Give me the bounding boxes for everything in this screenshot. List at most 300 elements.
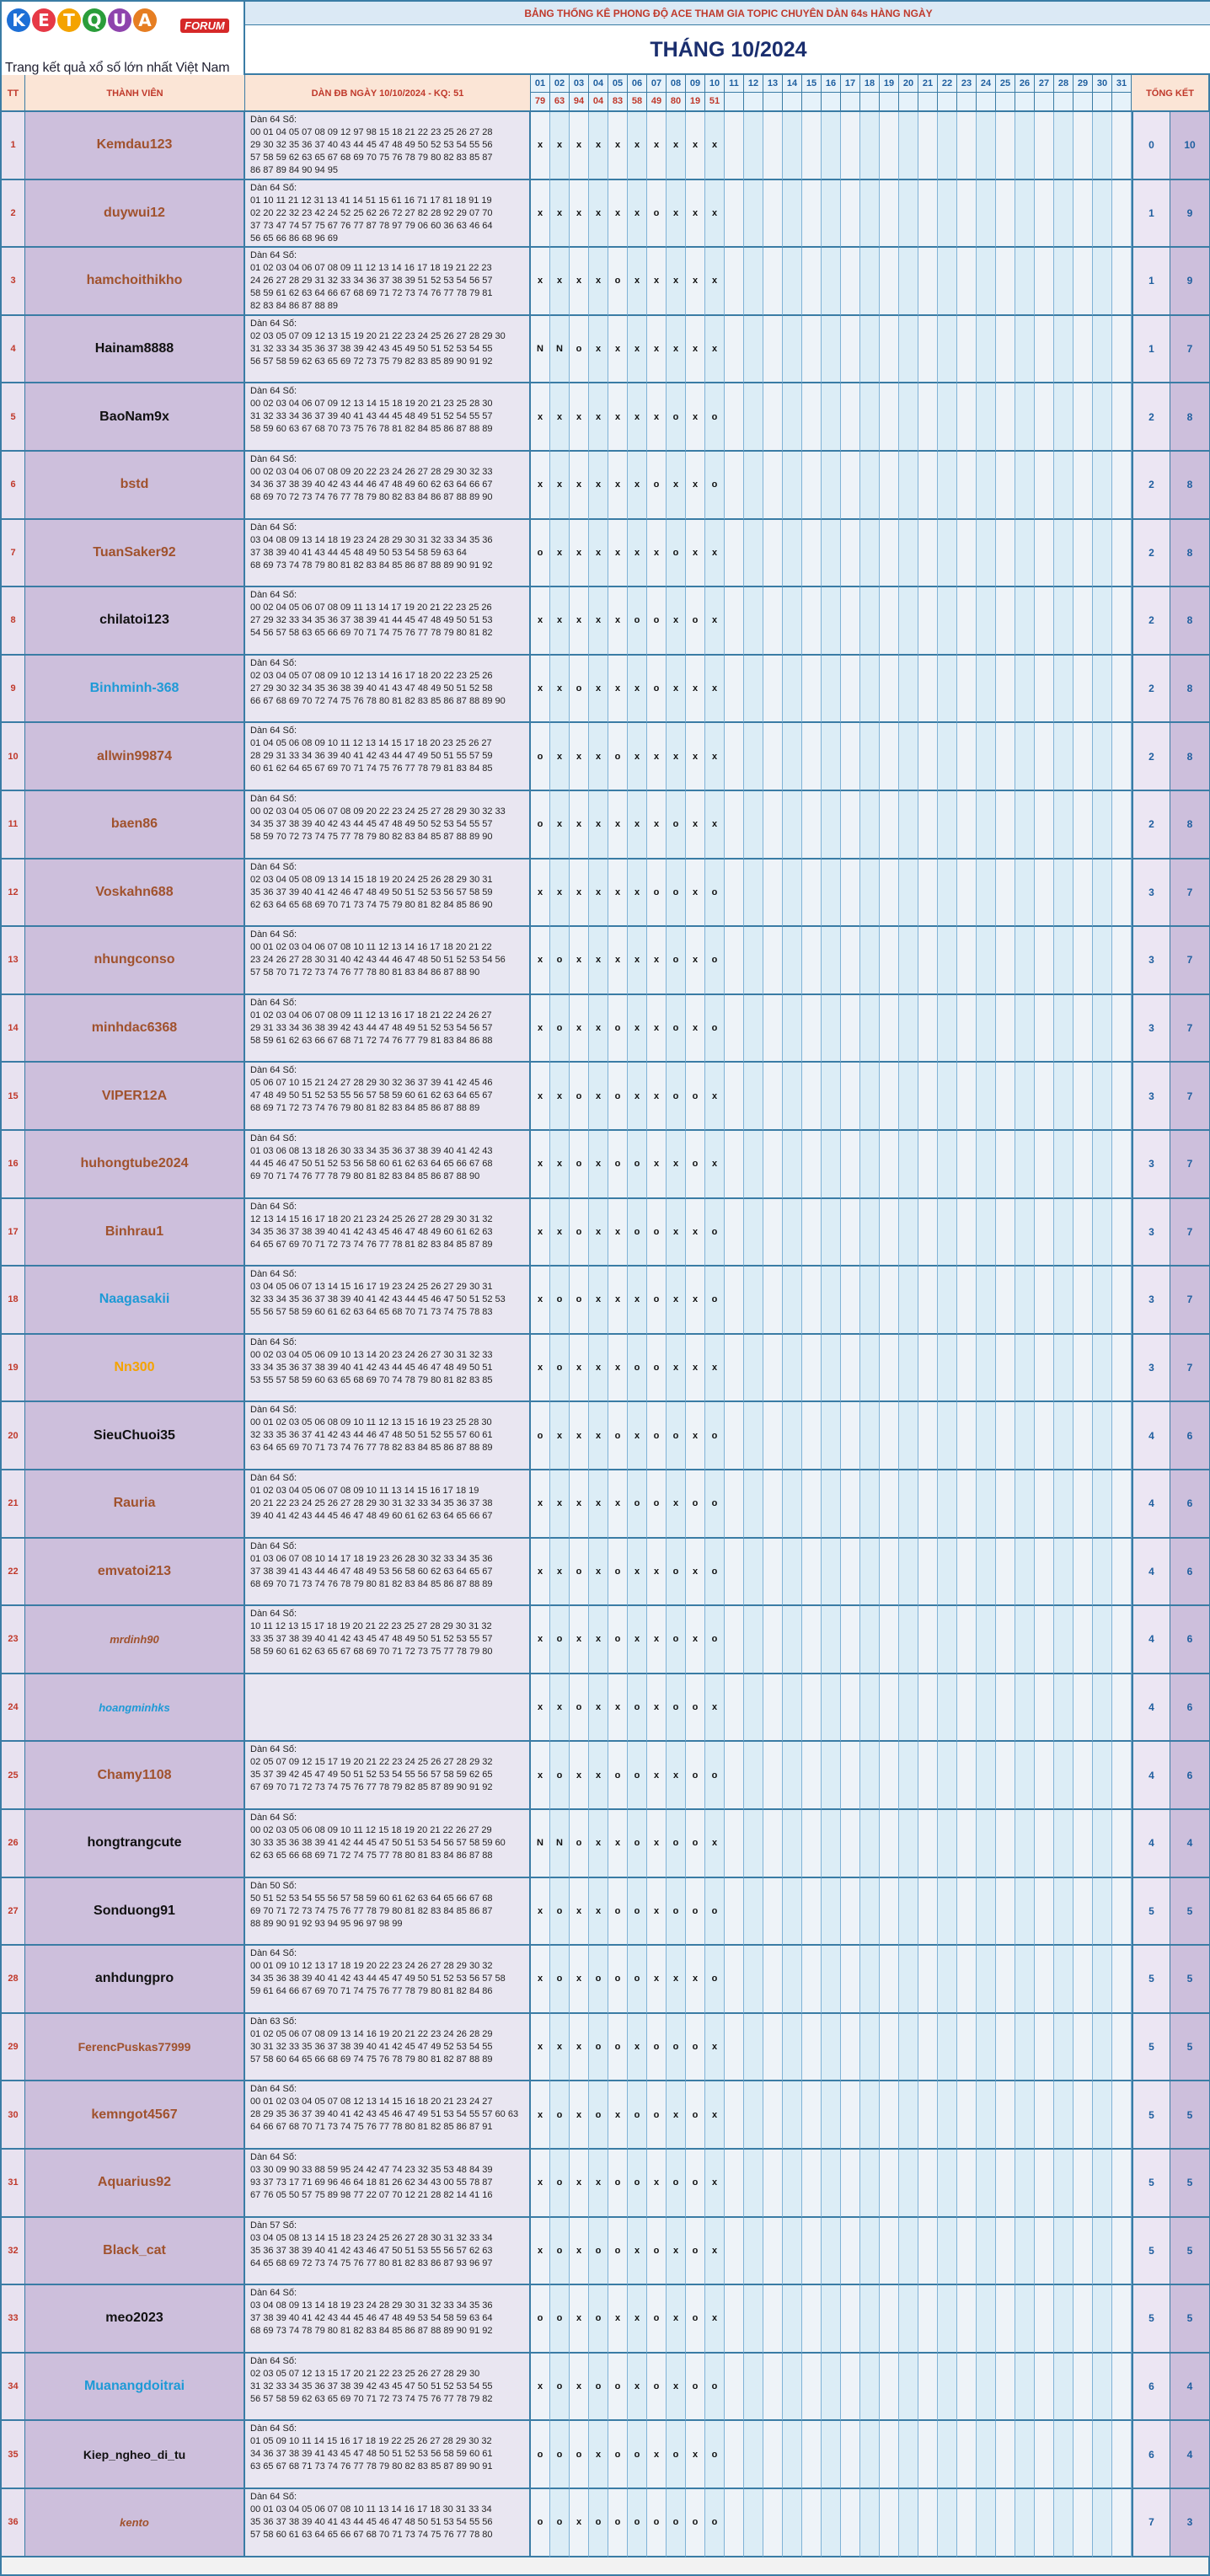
dan-line: 00 01 02 03 05 06 08 09 10 11 12 13 15 16 19 23 25 28 30 <box>250 1417 492 1428</box>
day-mark <box>880 927 899 995</box>
day-mark: x <box>531 1131 550 1199</box>
dan-line: Dàn 50 Số: <box>250 1880 297 1891</box>
day-mark <box>725 927 744 995</box>
day-mark: x <box>647 1742 667 1810</box>
day-mark <box>1015 2489 1035 2557</box>
day-mark: o <box>628 2489 647 2557</box>
member-name[interactable]: bstd <box>25 452 245 520</box>
day-mark: x <box>647 1810 667 1878</box>
day-mark: x <box>686 927 705 995</box>
day-mark <box>977 1402 996 1470</box>
day-mark <box>783 2489 802 2557</box>
day-mark <box>996 2081 1015 2150</box>
member-name[interactable]: meo2023 <box>25 2285 245 2354</box>
day-mark: x <box>570 927 589 995</box>
member-name[interactable]: kemngot4567 <box>25 2081 245 2150</box>
day-mark: x <box>667 452 686 520</box>
member-name[interactable]: Binhrau1 <box>25 1199 245 1267</box>
dan-line: Dàn 64 Số: <box>250 861 297 872</box>
day-mark: x <box>667 587 686 656</box>
dan-line: Dàn 64 Số: <box>250 522 297 533</box>
day-mark <box>957 995 977 1063</box>
day-mark <box>1093 927 1112 995</box>
dan-numbers <box>245 316 531 384</box>
member-name[interactable]: mrdinh90 <box>25 1606 245 1674</box>
day-mark <box>841 1131 860 1199</box>
member-name[interactable]: anhdungpro <box>25 1946 245 2014</box>
day-mark <box>841 1267 860 1335</box>
day-mark: o <box>550 2150 570 2218</box>
day-mark <box>1112 1878 1132 1947</box>
day-header: 01 <box>531 75 550 93</box>
day-mark: x <box>686 112 705 180</box>
day-mark: o <box>705 1470 725 1539</box>
day-mark: x <box>531 2354 550 2422</box>
day-mark: x <box>647 1946 667 2014</box>
day-mark: o <box>570 316 589 384</box>
day-mark <box>783 2150 802 2218</box>
day-mark <box>744 723 763 791</box>
lose-count: 6 <box>1170 1402 1209 1470</box>
dan-line: 86 87 89 84 90 94 95 <box>250 165 338 175</box>
day-mark <box>783 1402 802 1470</box>
day-mark: o <box>686 1742 705 1810</box>
dan-line: 01 10 11 21 12 31 13 41 14 51 15 61 16 71 17 81 18 91 19 <box>250 195 492 206</box>
member-name[interactable]: minhdac6368 <box>25 995 245 1063</box>
day-mark <box>802 1199 822 1267</box>
day-mark: x <box>705 2218 725 2286</box>
day-mark <box>1073 1131 1093 1199</box>
day-mark <box>841 1539 860 1607</box>
day-mark <box>802 1539 822 1607</box>
day-mark: o <box>686 2014 705 2082</box>
day-mark <box>996 1335 1015 1403</box>
day-mark: o <box>686 2354 705 2422</box>
day-mark: x <box>686 2421 705 2489</box>
member-name[interactable]: Naagasakii <box>25 1267 245 1335</box>
day-mark <box>1035 656 1054 724</box>
day-mark: x <box>628 791 647 860</box>
day-mark: x <box>550 1470 570 1539</box>
day-mark: o <box>647 587 667 656</box>
member-name[interactable]: FerencPuskas77999 <box>25 2014 245 2082</box>
win-count: 2 <box>1132 791 1170 860</box>
win-count: 3 <box>1132 1199 1170 1267</box>
member-name[interactable]: Kemdau123 <box>25 112 245 180</box>
member-name[interactable]: baen86 <box>25 791 245 860</box>
day-mark: x <box>628 860 647 928</box>
day-mark <box>1035 452 1054 520</box>
day-mark: x <box>628 180 647 249</box>
day-mark <box>783 1267 802 1335</box>
day-mark <box>957 1674 977 1743</box>
day-mark <box>977 587 996 656</box>
day-mark <box>918 656 938 724</box>
member-name[interactable]: Muanangdoitrai <box>25 2354 245 2422</box>
day-mark <box>744 1539 763 1607</box>
member-name[interactable]: Binhminh-368 <box>25 656 245 724</box>
day-mark <box>996 2285 1015 2354</box>
member-name[interactable]: hongtrangcute <box>25 1810 245 1878</box>
day-mark <box>957 860 977 928</box>
win-count: 3 <box>1132 1267 1170 1335</box>
member-name[interactable]: Kiep_ngheo_di_tu <box>25 2421 245 2489</box>
member-name[interactable]: nhungconso <box>25 927 245 995</box>
dan-line: 30 33 35 36 38 39 41 42 44 45 47 50 51 53 54 56 57 58 59 60 <box>250 1838 506 1848</box>
row-number: 5 <box>2 383 25 452</box>
day-mark <box>763 1878 783 1947</box>
result-cell: 04 <box>589 93 608 112</box>
day-header: 18 <box>860 75 880 93</box>
day-mark <box>1112 1402 1132 1470</box>
day-mark <box>1015 791 1035 860</box>
member-name[interactable]: Aquarius92 <box>25 2150 245 2218</box>
day-mark <box>1112 1606 1132 1674</box>
dan-numbers <box>245 995 531 1063</box>
day-mark: o <box>608 1946 628 2014</box>
day-mark <box>1073 1335 1093 1403</box>
day-mark <box>938 520 957 588</box>
day-mark <box>1054 2150 1073 2218</box>
day-mark <box>1015 1946 1035 2014</box>
day-mark <box>1035 1878 1054 1947</box>
day-mark <box>977 2285 996 2354</box>
day-mark <box>744 791 763 860</box>
day-mark <box>899 1402 918 1470</box>
day-mark <box>977 1267 996 1335</box>
day-mark <box>918 2489 938 2557</box>
day-mark: o <box>667 520 686 588</box>
day-mark: o <box>667 2489 686 2557</box>
day-mark <box>822 2218 841 2286</box>
day-mark <box>996 791 1015 860</box>
lose-count: 10 <box>1170 112 1209 180</box>
day-mark <box>1015 452 1035 520</box>
day-mark <box>996 587 1015 656</box>
dan-line: 34 35 36 37 38 39 40 41 42 43 45 46 47 48 49 60 61 62 63 <box>250 1226 493 1237</box>
day-mark <box>1112 1131 1132 1199</box>
row-number: 21 <box>2 1470 25 1539</box>
member-name[interactable]: hamchoithikho <box>25 248 245 316</box>
day-mark <box>860 791 880 860</box>
dan-numbers <box>245 452 531 520</box>
dan-line: 33 35 37 38 39 40 41 42 43 45 47 48 49 50 51 52 53 55 57 <box>250 1634 493 1645</box>
day-mark <box>938 995 957 1063</box>
dan-line: 64 65 67 69 70 71 72 73 74 76 77 78 81 82 83 84 85 87 89 <box>250 1239 493 1250</box>
day-mark: x <box>608 791 628 860</box>
day-mark <box>860 995 880 1063</box>
day-mark <box>1054 316 1073 384</box>
day-mark: x <box>608 860 628 928</box>
day-mark: x <box>608 1267 628 1335</box>
day-mark: x <box>647 316 667 384</box>
day-mark <box>744 248 763 316</box>
member-name[interactable]: allwin99874 <box>25 723 245 791</box>
day-mark: x <box>667 1131 686 1199</box>
day-mark <box>763 316 783 384</box>
day-mark <box>822 2421 841 2489</box>
dan-line: Dàn 64 Số: <box>250 1065 297 1076</box>
lose-count: 7 <box>1170 1199 1209 1267</box>
day-mark <box>938 791 957 860</box>
day-mark <box>841 2150 860 2218</box>
member-name[interactable]: Sonduong91 <box>25 1878 245 1947</box>
member-name[interactable]: hoangminhks <box>25 1674 245 1743</box>
day-mark: x <box>705 587 725 656</box>
dan-numbers <box>245 1470 531 1539</box>
dan-line: 58 59 60 63 67 68 70 73 75 76 78 81 82 84 85 86 87 88 89 <box>250 424 493 435</box>
day-mark: x <box>589 1539 608 1607</box>
day-mark <box>1054 2014 1073 2082</box>
day-mark <box>899 2489 918 2557</box>
day-mark: o <box>647 656 667 724</box>
day-mark <box>957 1267 977 1335</box>
member-name[interactable]: Voskahn688 <box>25 860 245 928</box>
day-mark <box>860 2014 880 2082</box>
lose-count: 5 <box>1170 2014 1209 2082</box>
day-mark <box>918 2014 938 2082</box>
day-mark <box>822 1199 841 1267</box>
day-mark: x <box>570 452 589 520</box>
day-mark <box>880 1742 899 1810</box>
day-mark: o <box>550 1946 570 2014</box>
day-mark <box>899 1063 918 1131</box>
day-mark <box>763 383 783 452</box>
day-mark <box>841 1946 860 2014</box>
day-mark <box>996 180 1015 249</box>
dan-line: 63 64 65 69 70 71 73 74 76 77 78 82 83 84 85 86 87 88 89 <box>250 1443 493 1454</box>
day-mark <box>899 1335 918 1403</box>
day-mark <box>1054 1335 1073 1403</box>
day-mark <box>1035 1810 1054 1878</box>
day-mark <box>918 791 938 860</box>
day-mark <box>1054 2218 1073 2286</box>
day-mark <box>938 248 957 316</box>
day-mark: o <box>570 1063 589 1131</box>
day-mark: o <box>608 1742 628 1810</box>
day-mark <box>1054 656 1073 724</box>
day-mark: x <box>608 452 628 520</box>
day-mark <box>744 180 763 249</box>
row-number: 35 <box>2 2421 25 2489</box>
dan-numbers <box>245 587 531 656</box>
day-mark <box>1112 2218 1132 2286</box>
day-mark <box>763 860 783 928</box>
dan-line: 58 59 61 62 63 66 67 68 71 72 74 76 77 79 81 83 84 86 88 <box>250 1035 493 1046</box>
day-mark: o <box>667 1063 686 1131</box>
dan-line: 00 02 04 05 06 07 08 09 11 13 14 17 19 20 21 22 23 25 26 <box>250 602 492 613</box>
day-mark: x <box>550 860 570 928</box>
day-mark: o <box>667 1606 686 1674</box>
day-mark <box>918 2218 938 2286</box>
dan-line: 29 30 32 35 36 37 40 43 44 45 47 48 49 50 52 53 54 55 56 <box>250 140 493 150</box>
day-mark <box>1054 1606 1073 1674</box>
dan-numbers <box>245 927 531 995</box>
day-mark <box>860 1063 880 1131</box>
day-mark <box>744 927 763 995</box>
day-mark <box>977 1674 996 1743</box>
day-mark <box>1015 180 1035 249</box>
day-mark <box>1093 791 1112 860</box>
day-mark: x <box>570 2489 589 2557</box>
member-name[interactable]: duywui12 <box>25 180 245 249</box>
day-mark: x <box>531 2014 550 2082</box>
row-number: 32 <box>2 2218 25 2286</box>
day-mark <box>1093 1810 1112 1878</box>
member-name[interactable]: Nn300 <box>25 1335 245 1403</box>
day-header: 25 <box>996 75 1015 93</box>
day-mark <box>1035 1131 1054 1199</box>
day-mark: o <box>686 1470 705 1539</box>
lose-count: 8 <box>1170 383 1209 452</box>
day-mark <box>996 995 1015 1063</box>
day-mark: x <box>589 1878 608 1947</box>
member-name[interactable]: VIPER12A <box>25 1063 245 1131</box>
dan-numbers <box>245 248 531 316</box>
day-mark: x <box>705 180 725 249</box>
day-mark: x <box>667 1470 686 1539</box>
member-name[interactable]: Rauria <box>25 1470 245 1539</box>
member-name[interactable]: emvatoi213 <box>25 1539 245 1607</box>
member-name[interactable]: TuanSaker92 <box>25 520 245 588</box>
day-mark <box>822 1878 841 1947</box>
day-mark <box>802 2285 822 2354</box>
member-name[interactable]: huhongtube2024 <box>25 1131 245 1199</box>
day-mark <box>1112 2489 1132 2557</box>
win-count: 4 <box>1132 1606 1170 1674</box>
day-mark <box>1112 2014 1132 2082</box>
day-mark <box>1035 2489 1054 2557</box>
day-mark: x <box>531 1539 550 1607</box>
day-mark: x <box>589 995 608 1063</box>
day-mark: x <box>570 2285 589 2354</box>
day-mark <box>880 1335 899 1403</box>
day-mark <box>1015 927 1035 995</box>
member-name[interactable]: kento <box>25 2489 245 2557</box>
dan-line: 57 58 59 62 63 65 67 68 69 70 75 76 78 79 80 82 83 85 87 <box>250 153 493 163</box>
day-mark: x <box>647 383 667 452</box>
lose-count: 8 <box>1170 656 1209 724</box>
day-mark <box>957 723 977 791</box>
day-mark: o <box>550 2489 570 2557</box>
day-mark: x <box>667 656 686 724</box>
day-mark <box>1073 1606 1093 1674</box>
day-mark: o <box>550 995 570 1063</box>
day-mark <box>1073 2218 1093 2286</box>
day-mark <box>725 723 744 791</box>
win-count: 5 <box>1132 2218 1170 2286</box>
member-name[interactable]: BaoNam9x <box>25 383 245 452</box>
row-number: 1 <box>2 112 25 180</box>
day-mark: o <box>608 2014 628 2082</box>
day-mark: o <box>705 383 725 452</box>
result-cell: 19 <box>686 93 705 112</box>
day-mark <box>1073 452 1093 520</box>
day-mark <box>977 1470 996 1539</box>
day-mark <box>783 2421 802 2489</box>
dan-line: 35 36 37 38 39 40 41 43 44 45 46 47 48 50 51 53 54 55 56 <box>250 2517 493 2527</box>
day-mark <box>1112 587 1132 656</box>
day-mark <box>977 180 996 249</box>
day-mark <box>841 2081 860 2150</box>
day-mark <box>938 1878 957 1947</box>
day-mark <box>802 587 822 656</box>
lose-count: 8 <box>1170 520 1209 588</box>
day-mark: x <box>686 180 705 249</box>
day-mark <box>744 2218 763 2286</box>
day-mark <box>1073 860 1093 928</box>
dan-line: 03 04 08 09 13 14 18 19 23 24 28 29 30 31 32 33 34 35 36 <box>250 534 493 545</box>
member-name[interactable]: Black_cat <box>25 2218 245 2286</box>
day-mark: o <box>608 248 628 316</box>
day-mark <box>1054 112 1073 180</box>
header-dan: DÀN ĐB NGÀY 10/10/2024 - KQ: 51 <box>245 75 531 112</box>
day-mark <box>880 452 899 520</box>
win-count: 2 <box>1132 723 1170 791</box>
day-mark <box>938 1335 957 1403</box>
day-mark: x <box>608 1810 628 1878</box>
day-mark: x <box>647 1606 667 1674</box>
member-name[interactable]: Hainam8888 <box>25 316 245 384</box>
dan-line: 69 70 71 74 76 77 78 79 80 81 82 83 84 85 86 87 88 90 <box>250 1171 480 1181</box>
day-mark: x <box>647 2421 667 2489</box>
day-mark <box>783 1335 802 1403</box>
member-name[interactable]: Chamy1108 <box>25 1742 245 1810</box>
day-mark: o <box>647 1335 667 1403</box>
member-name[interactable]: chilatoi123 <box>25 587 245 656</box>
day-mark: o <box>686 2285 705 2354</box>
day-mark: N <box>550 316 570 384</box>
day-mark <box>938 1742 957 1810</box>
lose-count: 7 <box>1170 995 1209 1063</box>
day-mark <box>957 791 977 860</box>
day-mark <box>899 1131 918 1199</box>
day-mark <box>918 860 938 928</box>
day-mark: o <box>647 2014 667 2082</box>
member-name[interactable]: SieuChuoi35 <box>25 1402 245 1470</box>
day-mark: o <box>608 1402 628 1470</box>
dan-line: 34 36 37 38 39 41 43 45 47 48 50 51 52 53 56 58 59 60 61 <box>250 2449 493 2460</box>
row-number: 29 <box>2 2014 25 2082</box>
day-mark <box>938 1199 957 1267</box>
day-mark <box>783 112 802 180</box>
day-mark <box>822 1267 841 1335</box>
day-mark <box>1093 1539 1112 1607</box>
day-mark <box>1112 723 1132 791</box>
day-mark: x <box>550 383 570 452</box>
day-mark: o <box>667 927 686 995</box>
dan-numbers <box>245 180 531 249</box>
day-mark <box>802 995 822 1063</box>
day-mark <box>880 316 899 384</box>
day-mark: x <box>570 2081 589 2150</box>
dan-line: 66 67 68 69 70 72 74 75 76 78 80 81 82 83 85 86 87 88 89 90 <box>250 695 506 706</box>
site-logo[interactable] <box>2 2 245 79</box>
day-mark: o <box>667 1539 686 1607</box>
lose-count: 5 <box>1170 1878 1209 1947</box>
win-count: 4 <box>1132 1674 1170 1743</box>
dan-line: Dàn 64 Số: <box>250 1609 297 1620</box>
day-mark: x <box>628 656 647 724</box>
day-mark <box>977 1063 996 1131</box>
day-mark <box>1035 927 1054 995</box>
dan-line: 37 38 39 40 41 42 43 44 45 46 47 48 49 53 54 58 59 63 64 <box>250 2313 493 2324</box>
day-mark <box>1073 2354 1093 2422</box>
day-mark: o <box>705 1946 725 2014</box>
day-mark: x <box>531 1606 550 1674</box>
day-mark: x <box>608 520 628 588</box>
dan-line: 69 70 71 72 73 74 75 76 77 78 79 80 81 82 83 84 85 86 87 <box>250 1905 493 1916</box>
